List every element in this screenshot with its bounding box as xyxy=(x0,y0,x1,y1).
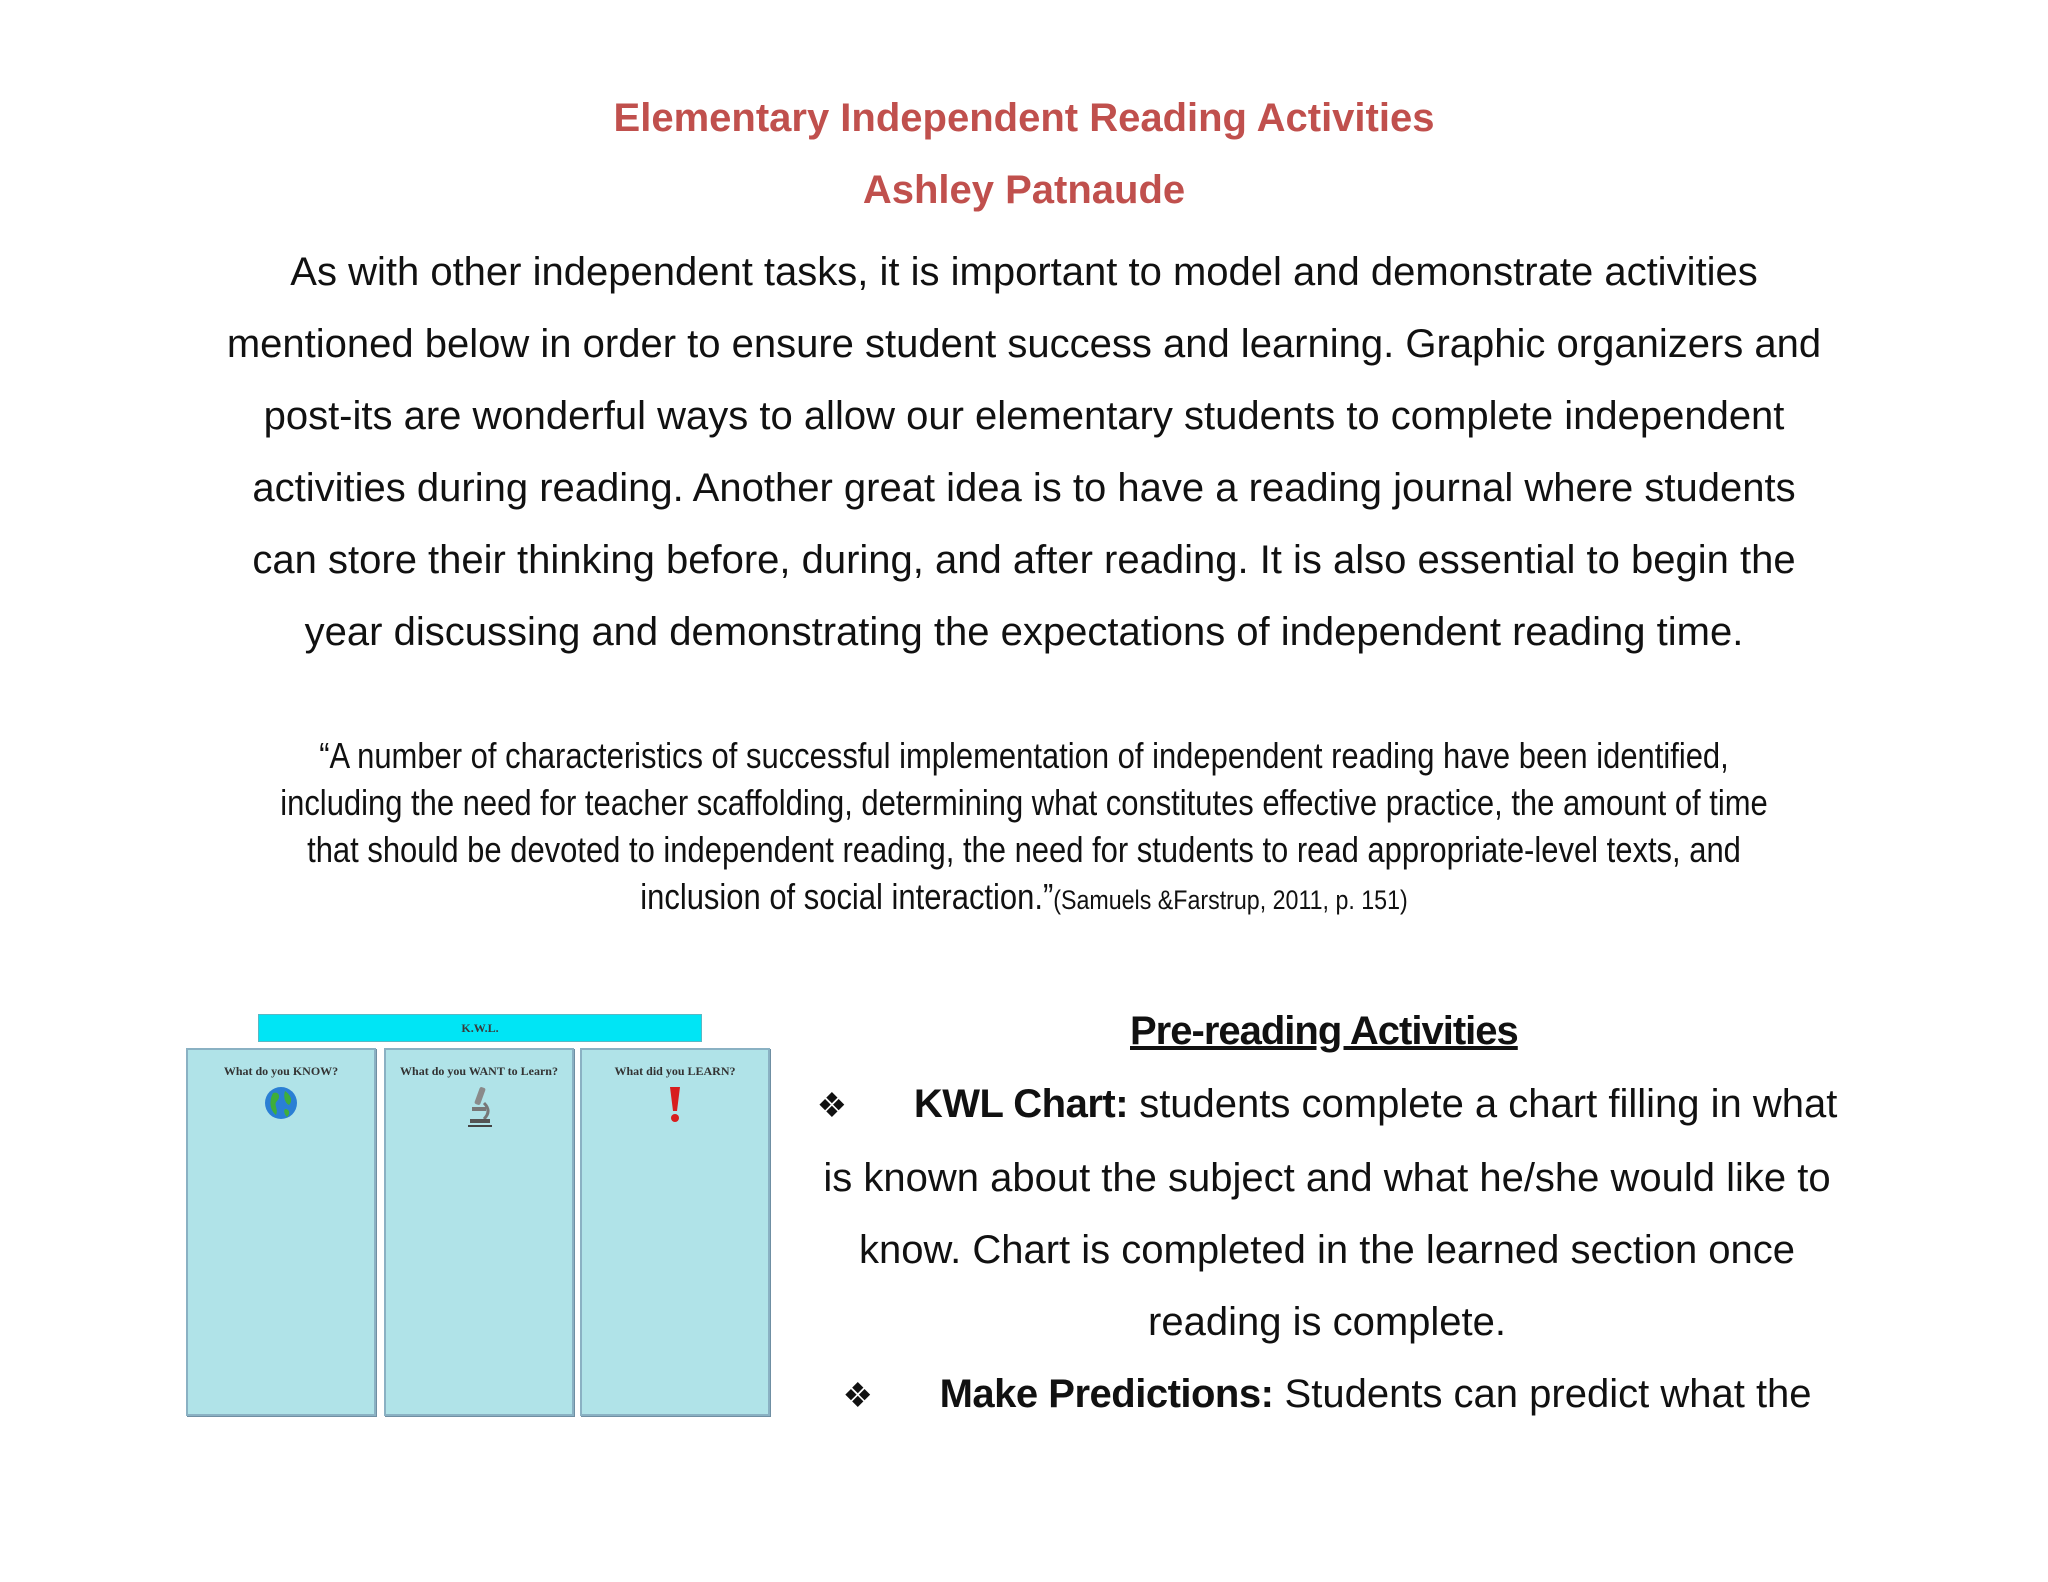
intro-paragraph xyxy=(150,236,1898,668)
bullet-text: reading is complete. xyxy=(1148,1300,1506,1344)
intro-line: mentioned below in order to ensure student success and learning. Graphic organizers and xyxy=(226,322,1822,366)
quote-line: inclusion of social interaction.” xyxy=(640,876,1054,917)
intro-line: year discussing and demonstrating the expectations of independent reading time. xyxy=(304,610,1744,654)
intro-line: post-its are wonderful ways to allow our elementary students to complete independent xyxy=(263,394,1785,438)
intro-line: As with other independent tasks, it is important to model and demonstrate activities xyxy=(290,250,1758,294)
intro-line: activities during reading. Another great idea is to have a reading journal where students xyxy=(252,466,1796,510)
intro-line: can store their thinking before, during, and after reading. It is also essential to begin the xyxy=(252,538,1796,582)
quote-line: including the need for teacher scaffolding, determining what constitutes effective practice, the amount of time xyxy=(280,782,1768,823)
kwl-column-know xyxy=(186,1048,376,1416)
quote-citation: (Samuels &Farstrup, 2011, p. 151) xyxy=(1053,885,1408,915)
bullet-text: know. Chart is completed in the learned section once xyxy=(858,1228,1796,1272)
kwl-column-want xyxy=(384,1048,574,1416)
kwl-header: K.W.L. xyxy=(258,1014,702,1042)
kwl-column-label: What do you WANT to Learn? xyxy=(400,1064,558,1078)
author-name: Ashley Patnaude xyxy=(862,168,1186,212)
quote-block xyxy=(272,732,1775,924)
kwl-column-label: What did you LEARN? xyxy=(614,1064,736,1078)
bullet-text: students complete a chart filling in what xyxy=(1128,1082,1838,1126)
quote-line: “A number of characteristics of successful implementation of independent reading have been identified, xyxy=(319,735,1729,776)
diamond-bullet-icon: ❖ xyxy=(816,1087,848,1125)
pre-reading-heading: Pre-reading Activities xyxy=(1130,1009,1518,1053)
kwl-chart-image xyxy=(186,1014,770,1416)
kwl-column-label: What do you KNOW? xyxy=(223,1064,339,1078)
bullet-label: Make Predictions: xyxy=(939,1372,1274,1416)
bullet-text: Students can predict what the xyxy=(1273,1372,1812,1416)
bullet-text: is known about the subject and what he/she would like to xyxy=(823,1156,1831,1200)
bullet-label: KWL Chart: xyxy=(913,1082,1129,1126)
pre-reading-list xyxy=(804,1068,1850,1432)
microscope-icon xyxy=(464,1085,494,1129)
document-title: Elementary Independent Reading Activities xyxy=(613,96,1435,140)
kwl-column-learn xyxy=(580,1048,770,1416)
exclamation-icon xyxy=(667,1085,683,1123)
quote-line: that should be devoted to independent reading, the need for students to read appropriate-level texts, and xyxy=(307,829,1741,870)
diamond-bullet-icon: ❖ xyxy=(842,1377,873,1415)
globe-icon xyxy=(263,1085,299,1121)
